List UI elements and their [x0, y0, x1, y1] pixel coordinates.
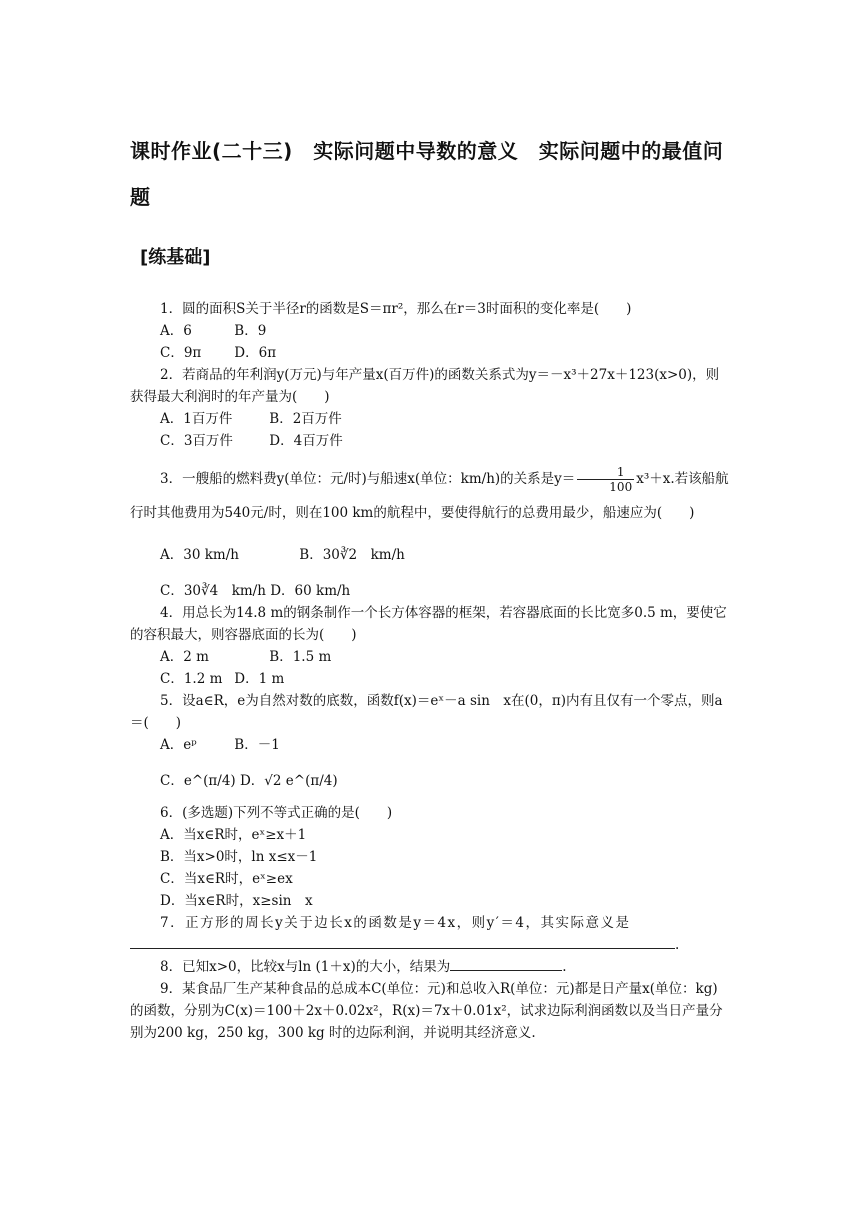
option-d: D．6π	[234, 345, 277, 361]
question-6-option-b: B．当x>0时，ln x≤x－1	[160, 849, 318, 865]
question-6-option-a: A．当x∈R时，eˣ≥x＋1	[160, 827, 307, 843]
question-6-option-c: C．当x∈R时，eˣ≥ex	[160, 871, 293, 887]
option-b: B．1.5 m	[269, 649, 332, 665]
question-2-options-ab	[130, 408, 730, 430]
question-7-stem: 7．正方形的周长y关于边长x的函数是y＝4x，则y′＝4，其实际意义是	[160, 915, 631, 931]
question-3-stem	[130, 462, 730, 530]
option-a: A．1百万件	[160, 411, 233, 427]
question-6-stem: 6．(多选题)下列不等式正确的是( )	[160, 805, 393, 821]
question-3-options-cd	[130, 580, 730, 602]
question-3-options-ab	[130, 544, 730, 566]
answer-blank[interactable]	[450, 956, 562, 971]
question-3-stem-part-2: x³＋x.若该船航行时其他费用为540元/时，则在100 km的航程中，要使得航行的总费用最少，船速应为( )	[130, 471, 729, 521]
option-c: C．1.2 m	[160, 671, 223, 687]
fraction-numerator: 1	[577, 465, 634, 480]
option-c: C．9π	[160, 345, 202, 361]
option-b: B．2百万件	[269, 411, 342, 427]
option-c: C．30∛4 km/h	[160, 583, 266, 599]
option-b: B．30∛2 km/h	[299, 547, 405, 563]
fraction	[577, 465, 634, 494]
option-b: B．9	[234, 323, 267, 339]
question-2-stem: 2．若商品的年利润y(万元)与年产量x(百万件)的函数关系式为y＝－x³＋27x＋123(x>0)，则获得最大利润时的年产量为( )	[130, 367, 720, 405]
question-4-stem: 4．用总长为14.8 m的钢条制作一个长方体容器的框架，若容器底面的长比宽多0.5 m，要使它的容积最大，则容器底面的长为( )	[130, 605, 727, 643]
option-d: D．1 m	[234, 671, 285, 687]
question-5-options-ab	[130, 734, 730, 756]
option-a: A．2 m	[160, 649, 209, 665]
option-c: C．3百万件	[160, 433, 233, 449]
option-d: D．60 km/h	[270, 583, 351, 599]
option-a: A．eᵖ	[160, 737, 197, 753]
question-5-options-cd	[130, 770, 730, 792]
option-a: A．6	[160, 323, 192, 339]
question-1-stem: 1．圆的面积S关于半径r的函数是S＝πr²，那么在r＝3时面积的变化率是( )	[160, 301, 632, 317]
question-7-answer-line	[130, 934, 730, 956]
question-9-stem: 9．某食品厂生产某种食品的总成本C(单位：元)和总收入R(单位：元)都是日产量x(单位：kg)的函数，分别为C(x)＝100＋2x＋0.02x²，R(x)＝7x＋0.01x²，试求边际利润函数以及当日产量分别为200 kg，250 kg，300 kg 时的边际利润，并说明其经济意义.	[130, 981, 723, 1041]
question-8-end: .	[562, 959, 567, 975]
answer-blank[interactable]	[130, 934, 675, 949]
question-5-stem: 5．设a∈R，e为自然对数的底数，函数f(x)＝eˣ－a sin x在(0，π)内有且仅有一个零点，则a＝( )	[130, 693, 723, 731]
question-8-stem	[130, 956, 730, 978]
option-a: A．30 km/h	[160, 547, 239, 563]
question-8-text: 8．已知x>0，比较x与ln (1＋x)的大小，结果为	[160, 959, 451, 975]
question-4-options-cd	[130, 668, 730, 690]
option-c: C．e^(π/4)	[160, 773, 236, 789]
question-1-options-ab	[130, 320, 730, 342]
option-d: D．√2 e^(π/4)	[239, 773, 338, 789]
question-6-option-d: D．当x∈R时，x≥sin x	[160, 893, 313, 909]
question-4-options-ab	[130, 646, 730, 668]
section-heading: [练基础]	[140, 247, 211, 268]
option-b: B．－1	[234, 737, 280, 753]
question-7-end: .	[675, 937, 680, 953]
option-d: D．4百万件	[269, 433, 343, 449]
page-title: 课时作业(二十三) 实际问题中导数的意义 实际问题中的最值问题	[130, 139, 724, 209]
question-3-stem-part-1: 3．一艘船的燃料费y(单位：元/时)与船速x(单位：km/h)的关系是y＝	[160, 471, 576, 487]
question-list	[130, 298, 730, 1044]
question-2-options-cd	[130, 430, 730, 452]
fraction-denominator: 100	[609, 480, 633, 494]
question-1-options-cd	[130, 342, 730, 364]
